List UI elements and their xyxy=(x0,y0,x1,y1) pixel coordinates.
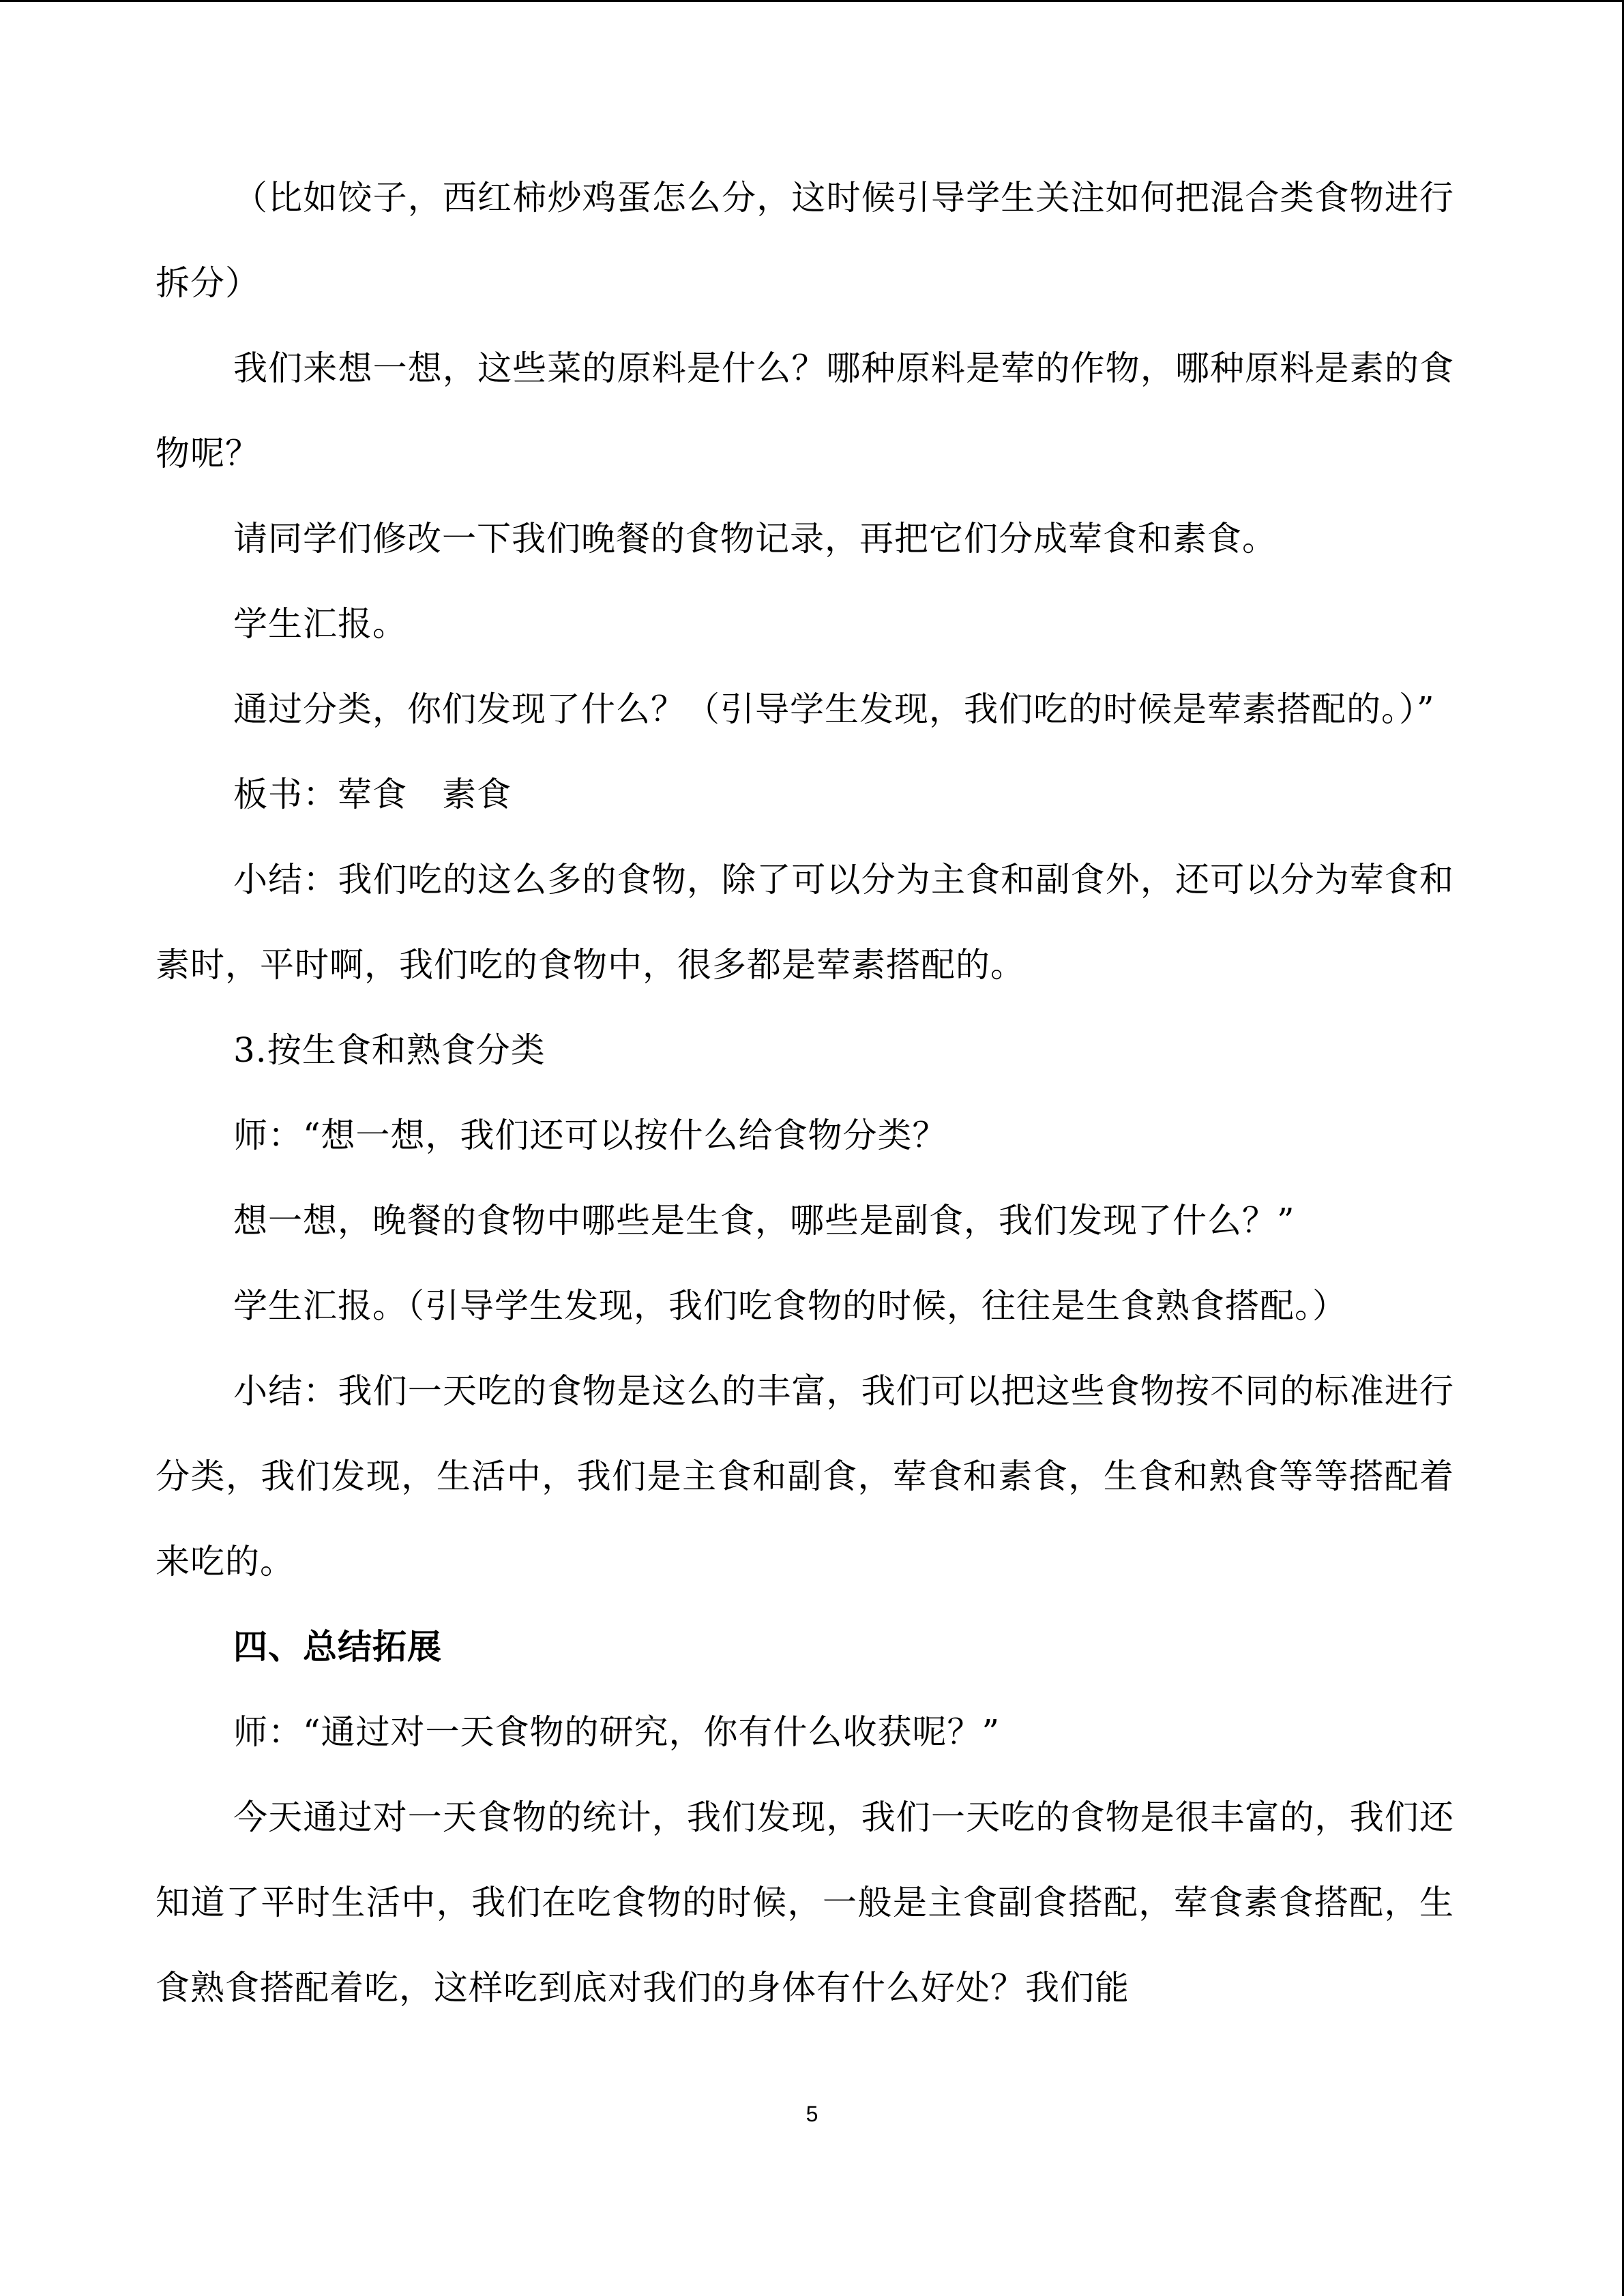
body-paragraph: 我们来想一想，这些菜的原料是什么？哪种原料是荤的作物，哪种原料是素的食物呢？ xyxy=(156,348,1454,473)
body-paragraph: 师：“想一想，我们还可以按什么给食物分类？ xyxy=(233,1116,947,1155)
body-paragraph: 今天通过对一天食物的统计，我们发现，我们一天吃的食物是很丰富的，我们还知道了平时生活中，我们在吃食物的时候，一般是主食副食搭配，荤食素食搭配，生食熟食搭配着吃，这样吃到底对我们的身体有什么好处？我们能 xyxy=(156,1798,1454,2008)
body-paragraph: 小结：我们一天吃的食物是这么的丰富，我们可以把这些食物按不同的标准进行分类，我们发现，生活中，我们是主食和副食，荤食和素食，生食和熟食等等搭配着来吃的。 xyxy=(156,1371,1454,1581)
section-heading: 四、总结拓展 xyxy=(233,1627,442,1667)
body-paragraph: （比如饺子，西红柿炒鸡蛋怎么分，这时候引导学生关注如何把混合类食物进行拆分） xyxy=(156,178,1454,303)
body-paragraph: 板书：荤食 素食 xyxy=(233,775,512,814)
body-paragraph: 想一想，晚餐的食物中哪些是生食，哪些是副食，我们发现了什么？” xyxy=(233,1201,1295,1240)
document-body xyxy=(156,155,1454,2031)
body-paragraph: 师：“通过对一天食物的研究，你有什么收获呢？” xyxy=(233,1712,1001,1752)
body-paragraph: 学生汇报。 xyxy=(233,604,407,644)
body-paragraph: 学生汇报。（引导学生发现，我们吃食物的时候，往往是生食熟食搭配。） xyxy=(233,1286,1347,1326)
body-paragraph: 请同学们修改一下我们晚餐的食物记录，再把它们分成荤食和素食。 xyxy=(233,519,1277,558)
body-paragraph: 通过分类，你们发现了什么？（引导学生发现，我们吃的时候是荤素搭配的。）” xyxy=(233,689,1435,729)
page-number: 5 xyxy=(806,2102,818,2126)
body-paragraph: 3.按生食和熟食分类 xyxy=(233,1030,546,1070)
body-paragraph: 小结：我们吃的这么多的食物，除了可以分为主食和副食外，还可以分为荤食和素时，平时啊，我们吃的食物中，很多都是荤素搭配的。 xyxy=(156,860,1454,985)
